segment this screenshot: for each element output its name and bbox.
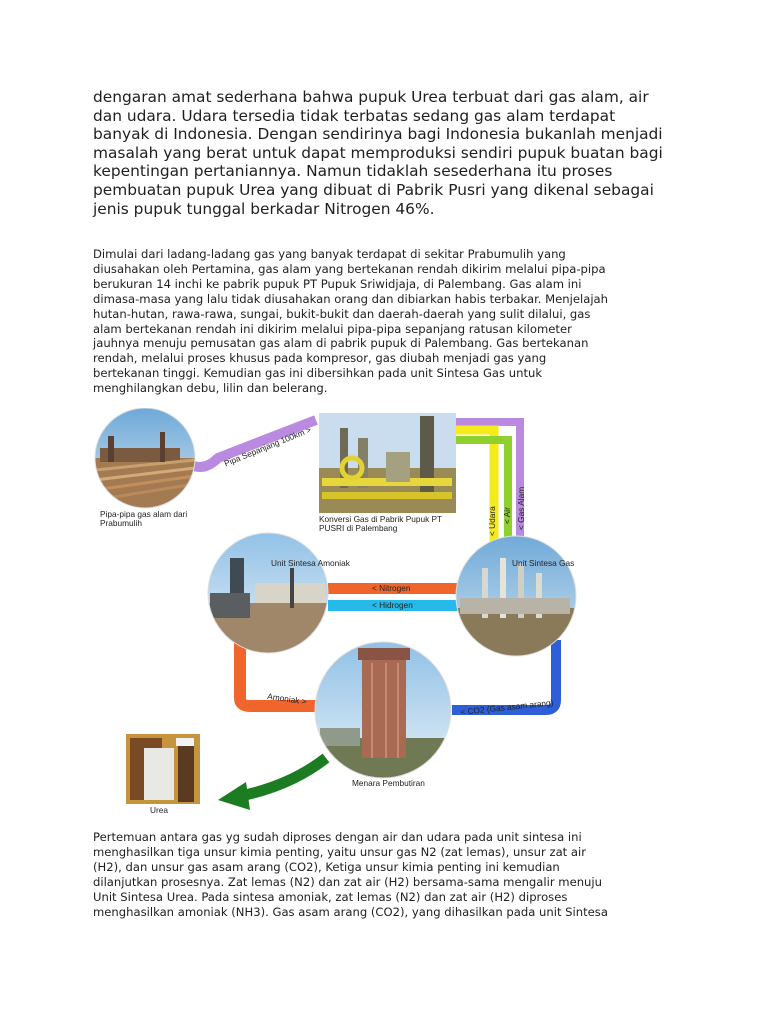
urea-process-diagram [90, 408, 590, 820]
text-line: jauhnya menuju pemusatan gas alam di pabrik pupuk di Palembang. Gas bertekanan [93, 336, 589, 351]
prilling-tower-photo [312, 640, 454, 783]
pipe-label: Pipa Sepanjang 100km > [222, 424, 313, 469]
gas-unit-label: Unit Sintesa Gas [512, 558, 575, 568]
co2-label: < CO2 (Gas asam arang) [459, 697, 554, 717]
text-line: dilanjutkan prosesnya. Zat lemas (N2) dan zat air (H2) bersama-sama mengalir menuju [93, 875, 602, 890]
text-line: menghasilkan amoniak (NH3). Gas asam arang (CO2), yang dihasilkan pada unit Sintesa [93, 905, 608, 920]
text-line: hutan-hutan, rawa-rawa, sungai, bukit-bukit dan daerah-daerah yang sulit dilalui, gas [93, 306, 591, 321]
text-line: Pertemuan antara gas yg sudah diproses dengan air dan udara pada unit sintesa ini [93, 830, 582, 844]
pipeline-arrow [194, 420, 316, 467]
text-line: alam bertekanan rendah ini dikirim melalui pipa-pipa sepanjang ratusan kilometer [93, 321, 572, 336]
conversion-caption-line: PUSRI di Palembang [319, 523, 398, 533]
text-line: menghasilkan tiga unsur kimia penting, yaitu unsur gas N2 (zat lemas), unsur zat air [93, 845, 587, 860]
text-line: dengaran amat sederhana bahwa pupuk Urea terbuat dari gas alam, air [93, 88, 649, 106]
text-line: berukuran 14 inchi ke pabrik pupuk PT Pupuk Sriwidjaja, di Palembang. Gas alam ini [93, 276, 582, 291]
text-line: Unit Sintesa Urea. Pada sintesa amoniak, zat lemas (N2) dan zat air (H2) diproses [93, 890, 568, 905]
amoniak-unit-photo [200, 528, 340, 663]
gas-supply-paragraph [93, 247, 693, 396]
text-line: diusahakan oleh Pertamina, gas alam yang bertekanan rendah dikirim melalui pipa-pipa [93, 261, 606, 276]
amoniak-unit-label: Unit Sintesa Amoniak [271, 558, 350, 568]
prabumulih-caption-line: Pipa-pipa gas alam dari [100, 509, 188, 519]
text-line: pembuatan pupuk Urea yang dibuat di Pabrik Pusri yang dikenal sebagai [93, 180, 654, 199]
urea-product-photo [126, 734, 200, 804]
conversion-plant-photo [319, 413, 456, 513]
text-line: bertekanan tinggi. Kemudian gas ini dibersihkan pada unit Sintesa Gas untuk [93, 366, 543, 381]
urea-caption: Urea [150, 805, 168, 815]
air-label: < Air [502, 507, 512, 524]
text-line: masalah yang berat untuk dapat memproduksi sendiri pupuk buatan bagi [93, 143, 663, 162]
text-line: banyak di Indonesia. Dengan sendirinya bagi Indonesia bukanlah menjadi [93, 125, 663, 144]
hidrogen-label: < Hidrogen [372, 600, 413, 610]
synthesis-paragraph [93, 830, 693, 921]
urea-arrow-head [218, 782, 250, 810]
text-line: dimasa-masa yang lalu tidak diusahakan orang dan dibiarkan habis terbakar. Menjelajah [93, 291, 609, 306]
text-line: (H2), dan unsur gas asam arang (CO2), Ketiga unsur kimia penting ini kemudian [93, 860, 560, 875]
gas-alam-label: < Gas Alam [516, 486, 526, 530]
process-flow-graphic [90, 408, 590, 820]
conversion-caption-line: Konversi Gas di Pabrik Pupuk PT [319, 514, 443, 524]
prabumulih-photo [90, 408, 200, 508]
nitrogen-label: < Nitrogen [372, 583, 411, 593]
text-line: Dimulai dari ladang-ladang gas yang banyak terdapat di sekitar Prabumulih yang [93, 247, 566, 261]
text-line: kepentingan pertaniannya. Namun tidaklah sesederhana itu proses [93, 162, 613, 181]
tower-caption: Menara Pembutiran [352, 778, 425, 788]
text-line: jenis pupuk tunggal berkadar Nitrogen 46%. [93, 199, 435, 218]
text-line: menghilangkan debu, lilin dan belerang. [93, 381, 328, 396]
intro-paragraph [93, 88, 693, 218]
text-line: rendah, melalui proses khusus pada kompresor, gas diubah menjadi gas yang [93, 351, 547, 366]
air-flow [456, 440, 508, 544]
prabumulih-caption-line: Prabumulih [100, 518, 142, 528]
udara-label: < Udara [487, 506, 497, 536]
text-line: dan udara. Udara tersedia tidak terbatas sedang gas alam terdapat [93, 106, 616, 125]
amoniak-arrow-label: Amoniak > [266, 691, 308, 707]
urea-arrow-shaft [240, 758, 326, 796]
